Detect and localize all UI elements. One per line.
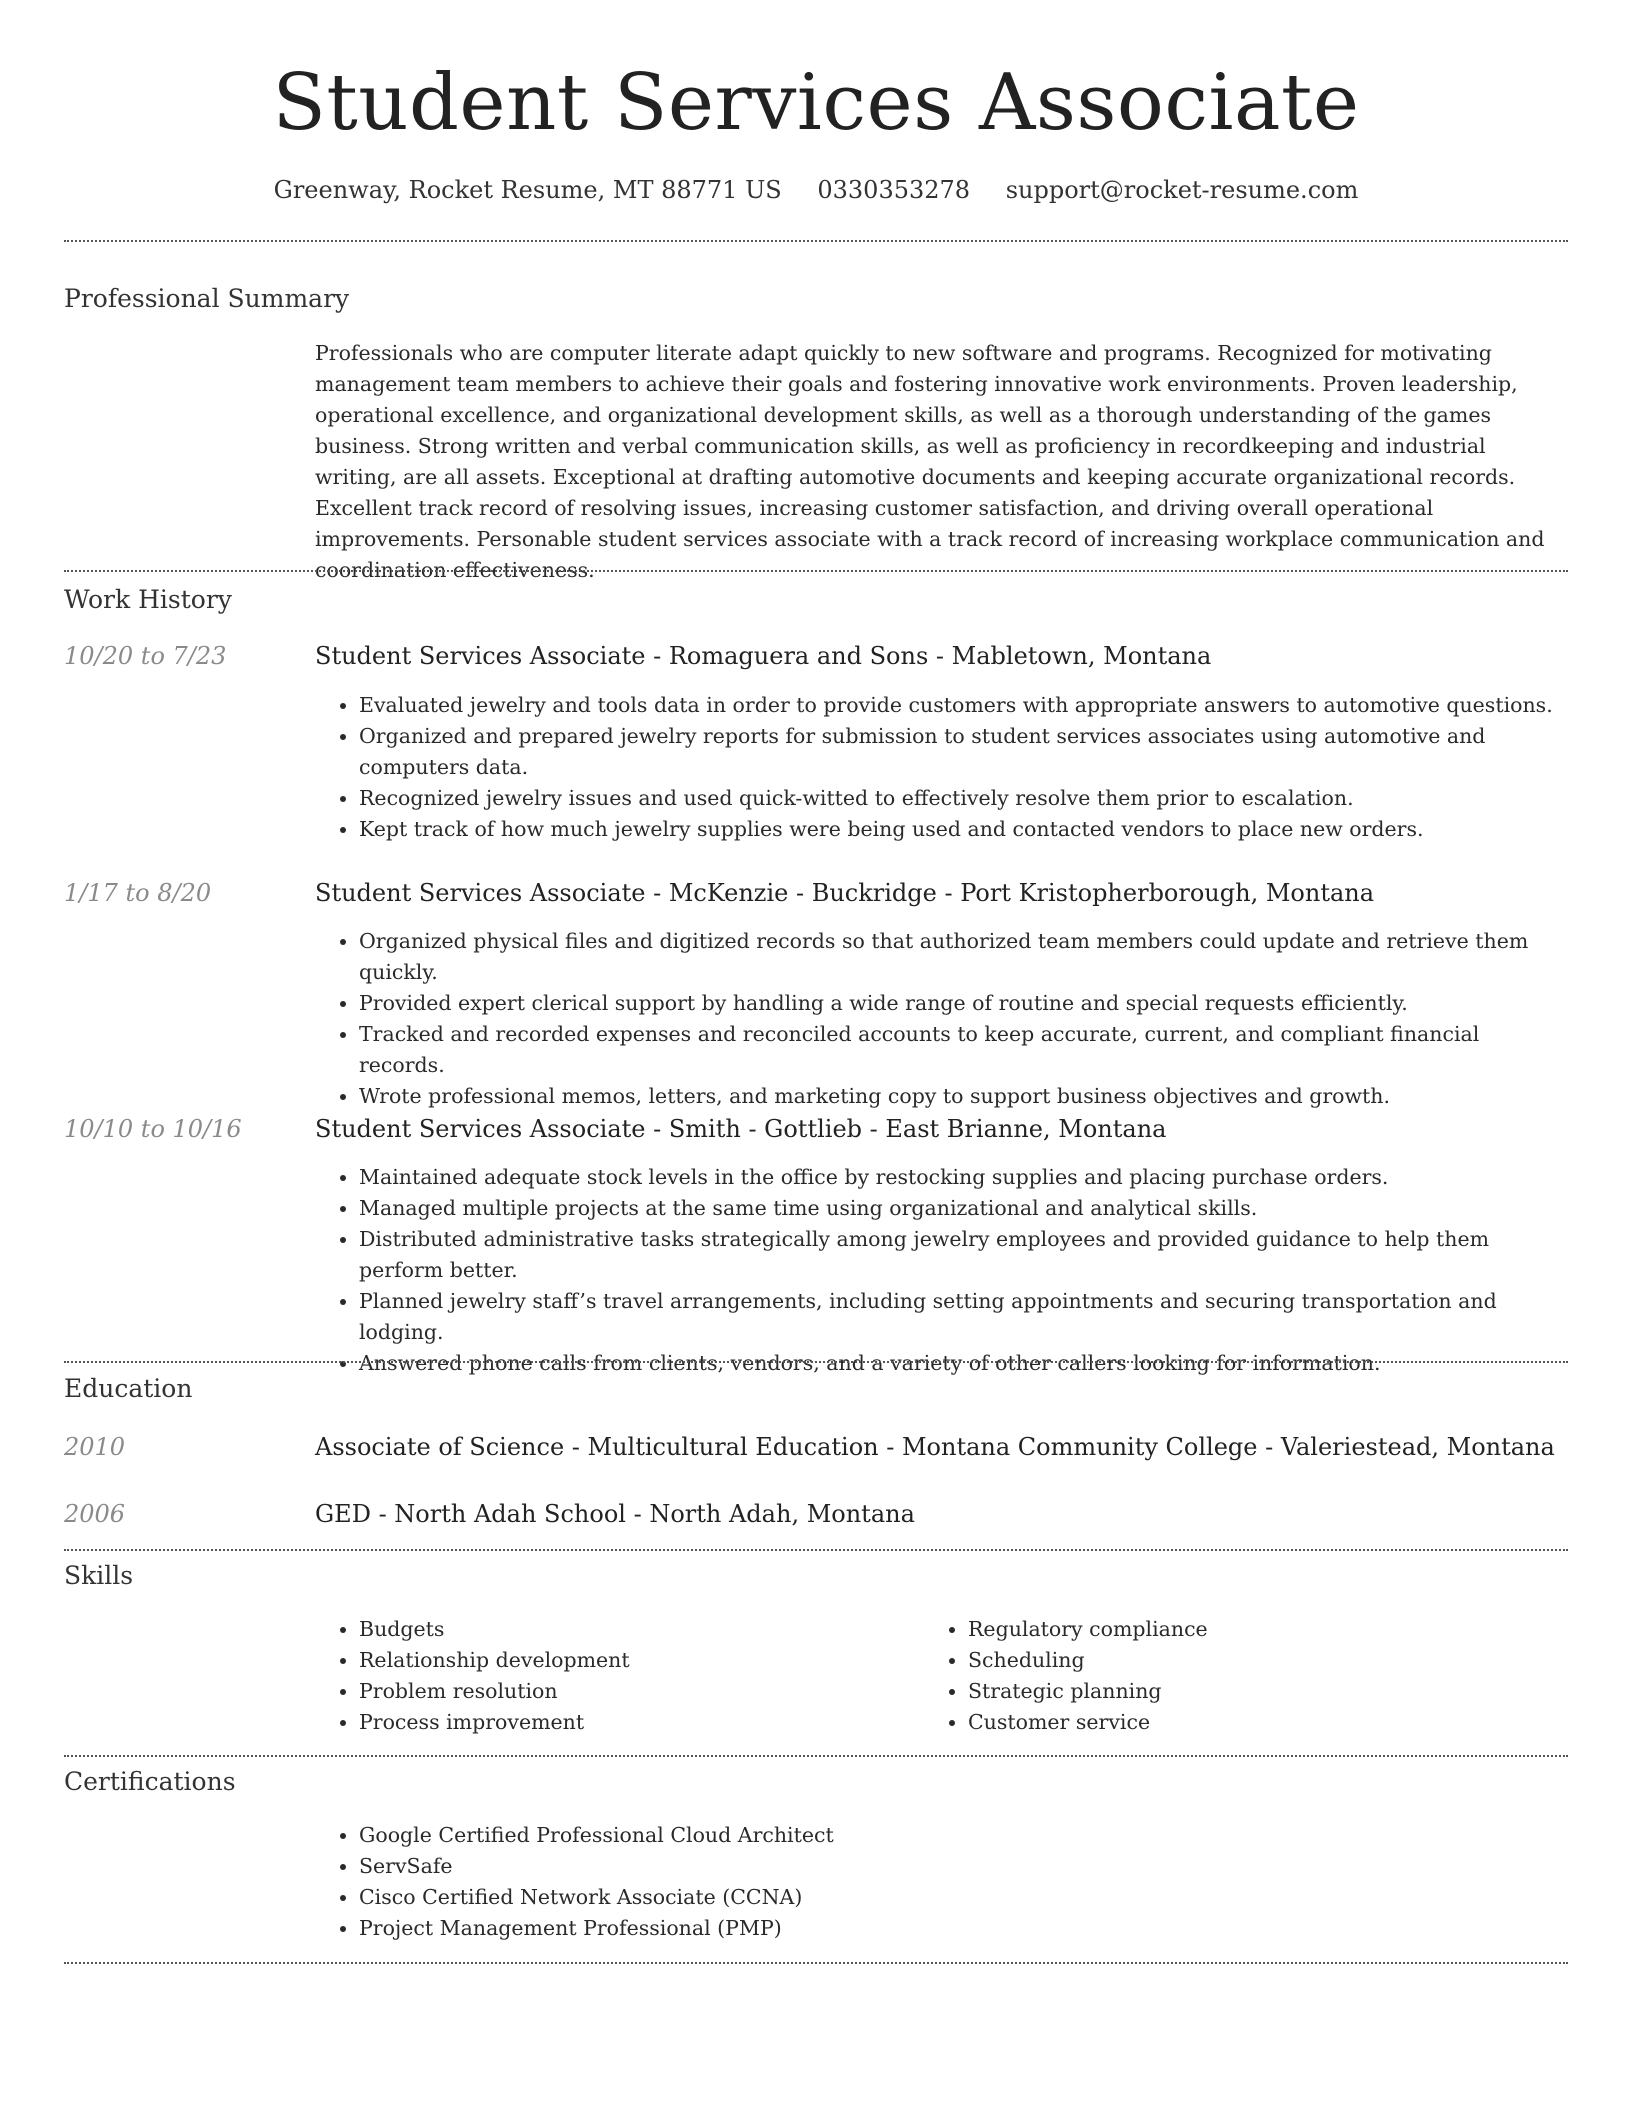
- skills-list-left: [315, 1614, 915, 1738]
- job-bullets: [315, 690, 1565, 845]
- job-dates: 10/20 to 7/23: [64, 642, 227, 670]
- divider: [64, 1962, 1568, 1964]
- education-year: 2010: [64, 1433, 126, 1461]
- section-title-certifications: Certifications: [64, 1767, 236, 1796]
- list-item: • Answered phone calls from clients, vendors, and a variety of other callers looking for information.: [359, 1348, 1565, 1379]
- section-title-education: Education: [64, 1374, 193, 1403]
- list-item: • Relationship development: [359, 1645, 915, 1676]
- list-item: • Evaluated jewelry and tools data in order to provide customers with appropriate answers to automotive questions.: [359, 690, 1565, 721]
- list-item: • Problem resolution: [359, 1676, 915, 1707]
- divider: [64, 1549, 1568, 1551]
- list-item: • Wrote professional memos, letters, and marketing copy to support business objectives and growth.: [359, 1081, 1565, 1112]
- list-item: • Google Certified Professional Cloud Architect: [359, 1820, 1565, 1851]
- list-item: • Customer service: [968, 1707, 1524, 1738]
- list-item: • Organized and prepared jewelry reports for submission to student services associates using automotive and computers data.: [359, 721, 1565, 783]
- list-item: • Regulatory compliance: [968, 1614, 1524, 1645]
- section-title-summary: Professional Summary: [64, 284, 350, 313]
- job-dates: 1/17 to 8/20: [64, 879, 212, 907]
- certifications-list: [315, 1820, 1565, 1944]
- job-bullets: [315, 926, 1565, 1112]
- summary-text: Professionals who are computer literate adapt quickly to new software and programs. Recognized for motivating management team members to achieve their goals and fostering innovative work environments. Proven leadership, operational excellence, and organizational development skills, as well as a thorough understanding of the games business. Strong written and verbal communication skills, as well as proficiency in recordkeeping and industrial writing, are all assets. Exceptional at drafting automotive documents and keeping accurate organizational records. Excellent track record of resolving issues, increasing customer satisfaction, and driving overall operational improvements. Personable student services associate with a track record of increasing workplace communication and coordination effectiveness.: [315, 341, 1545, 582]
- list-item: • Maintained adequate stock levels in the office by restocking supplies and placing purchase orders.: [359, 1162, 1565, 1193]
- candidate-name: Student Services Associate: [272, 58, 1360, 148]
- job-heading: Student Services Associate - Smith - Gottlieb - East Brianne, Montana: [315, 1115, 1167, 1143]
- education-heading: GED - North Adah School - North Adah, Montana: [315, 1500, 915, 1528]
- list-item: • Managed multiple projects at the same time using organizational and analytical skills.: [359, 1193, 1565, 1224]
- contact-address: Greenway, Rocket Resume, MT 88771 US: [273, 176, 782, 204]
- list-item: • Planned jewelry staff’s travel arrangements, including setting appointments and securing transportation and lodging.: [359, 1286, 1565, 1348]
- job-dates: 10/10 to 10/16: [64, 1115, 242, 1143]
- divider: [64, 1361, 1568, 1363]
- job-bullets: [315, 1162, 1565, 1379]
- list-item: • Provided expert clerical support by handling a wide range of routine and special requests efficiently.: [359, 988, 1565, 1019]
- education-year: 2006: [64, 1500, 126, 1528]
- section-title-skills: Skills: [64, 1561, 134, 1590]
- job-heading: Student Services Associate - Romaguera and Sons - Mabletown, Montana: [315, 642, 1212, 670]
- education-heading: Associate of Science - Multicultural Education - Montana Community College - Valeriestead, Montana: [315, 1433, 1555, 1461]
- list-item: • Distributed administrative tasks strategically among jewelry employees and provided guidance to help them perform better.: [359, 1224, 1565, 1286]
- skills-list-right: [924, 1614, 1524, 1738]
- divider: [64, 570, 1568, 572]
- section-title-work: Work History: [64, 585, 232, 614]
- list-item: • Scheduling: [968, 1645, 1524, 1676]
- list-item: • Kept track of how much jewelry supplies were being used and contacted vendors to place new orders.: [359, 814, 1565, 845]
- divider: [64, 1755, 1568, 1757]
- list-item: • Organized physical files and digitized records so that authorized team members could update and retrieve them quickly.: [359, 926, 1565, 988]
- list-item: • ServSafe: [359, 1851, 1565, 1882]
- list-item: • Project Management Professional (PMP): [359, 1913, 1565, 1944]
- list-item: • Process improvement: [359, 1707, 915, 1738]
- contact-phone: 0330353278: [817, 176, 971, 204]
- contact-line: [64, 170, 1568, 210]
- list-item: • Recognized jewelry issues and used quick-witted to effectively resolve them prior to escalation.: [359, 783, 1565, 814]
- list-item: • Strategic planning: [968, 1676, 1524, 1707]
- list-item: • Cisco Certified Network Associate (CCNA): [359, 1882, 1565, 1913]
- contact-email: support@rocket-resume.com: [1005, 176, 1359, 204]
- job-heading: Student Services Associate - McKenzie - Buckridge - Port Kristopherborough, Montana: [315, 879, 1375, 907]
- divider: [64, 240, 1568, 242]
- list-item: • Budgets: [359, 1614, 915, 1645]
- list-item: • Tracked and recorded expenses and reconciled accounts to keep accurate, current, and compliant financial records.: [359, 1019, 1565, 1081]
